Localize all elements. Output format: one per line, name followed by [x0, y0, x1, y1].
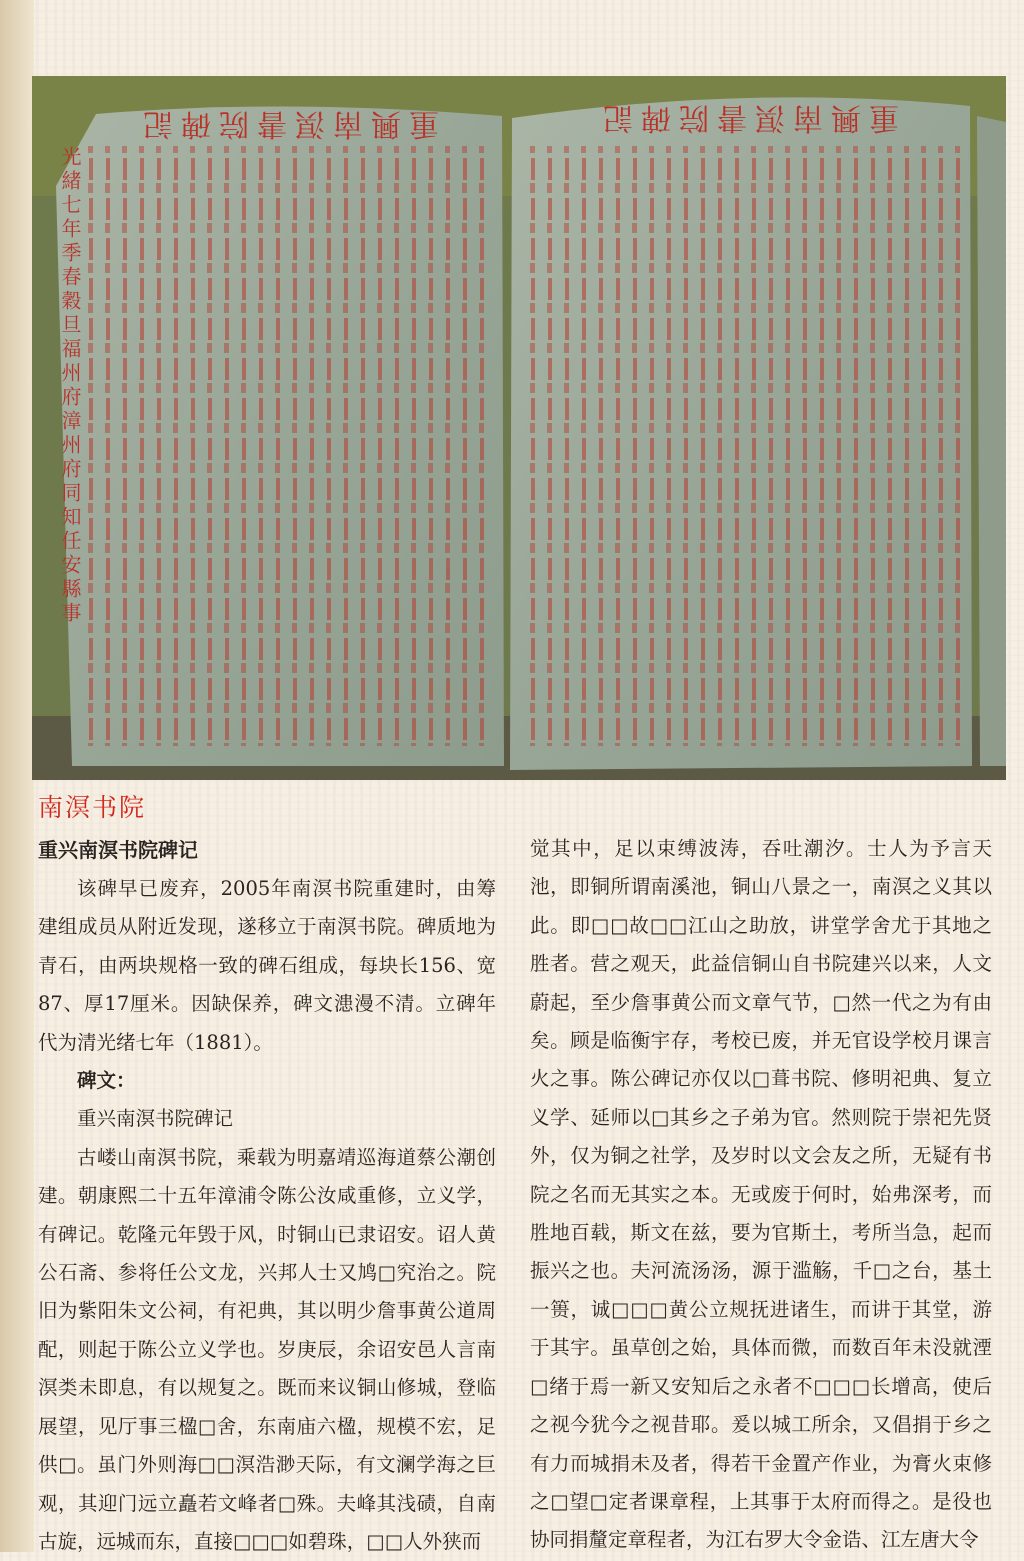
- page-binding-edge: [0, 0, 34, 1552]
- article-right-column: [530, 830, 992, 1560]
- left-inscription-columns: [82, 146, 492, 746]
- stele-photo-svg: [32, 76, 1006, 780]
- section-title: 南溟书院: [38, 793, 147, 822]
- right-stele-title: 重興南溟書院碑記: [595, 100, 899, 135]
- stele-photo: [32, 76, 1006, 780]
- inscription-body-right: 觉其中，足以束缚波涛，吞吐潮汐。士人为予言天池，即铜所谓南溪池，铜山八景之一，南溟之义其以此。即□□故□□江山之助放，讲堂学舍尤于其地之胜者。营之观天，此益信铜山自书院建兴以来，人文蔚起，至少詹事黄公而文章气节，□然一代之为有由矣。顾是临衡宇存，考校已废，并无官设学校月课言火之事。陈公碑记亦仅以□葺书院、修明祀典、复立义学、延师以□其乡之子弟为官。然则院于崇祀先贤外，仅为铜之社学，及岁时以文会友之所，无疑有书院之名而无其实之本。无或废于何时，始弗深考，而胜地百载，斯文在兹，要为官斯土，考所当急，起而振兴之也。夫河流汤汤，源于滥觞，千□之台，基土一篑，诚□□□黄公立规抚进诸生，而讲于其堂，游于其宇。虽草创之始，具体而微，而数百年未没就湮□绪于焉一新又安知后之永者不□□□长增高，使后之视今犹今之视昔耶。爰以城工所余，又倡捐于乡之有力而城捐未及者，得若干金置产作业，为膏火束修之□望□定者课章程，上其事于太府而得之。是役也协同捐釐定章程者，为江右罗大令金诰、江左唐大令: [530, 837, 992, 1552]
- article-left-column: [38, 830, 496, 1561]
- article-title: 重兴南溟书院碑记: [38, 838, 198, 862]
- left-stele-title: 重興南溟書院碑記: [135, 106, 439, 141]
- right-inscription-columns: [522, 146, 962, 746]
- inscription-title: 重兴南溟书院碑记: [77, 1107, 234, 1131]
- inscription-label: 碑文：: [77, 1069, 136, 1093]
- inscription-body-left: 古嵝山南溟书院，乘载为明嘉靖巡海道蔡公潮创建。朝康熙二十五年漳浦令陈公汝咸重修，立义学，有碑记。乾隆元年毁于风，时铜山已隶诏安。诏人黄公石斋、参将任公文龙，兴邦人士又鸠□究治之。院旧为紫阳朱文公祠，有祀典，其以明少詹事黄公道周配，则起于陈公立义学也。岁庚辰，余诏安邑人言南溟类未即息，有以规复之。既而来议铜山修城，登临展望，见厅事三楹□舍，东南庙六楹，规模不宏，足供□。虽门外则海□□溟浩渺天际，有文澜学海之巨观，其迎门远立矗若文峰者□殊。夫峰其浅碛，自南古旋，远城而东，直接□□□如碧珠，□□人外狭而: [38, 1145, 496, 1553]
- left-stele-colophon: 光緒七年季春穀旦福州府漳州府同知任安縣事: [58, 146, 82, 626]
- article-intro: 该碑早已废弃，2005年南溟书院重建时，由筹建组成员从附近发现，遂移立于南溟书院。碑质地为青石，由两块规格一致的碑石组成，每块长156、宽87、厚17厘米。因缺保养，碑文漶漫不清。立碑年代为清光绪七年（1881）。: [38, 877, 496, 1054]
